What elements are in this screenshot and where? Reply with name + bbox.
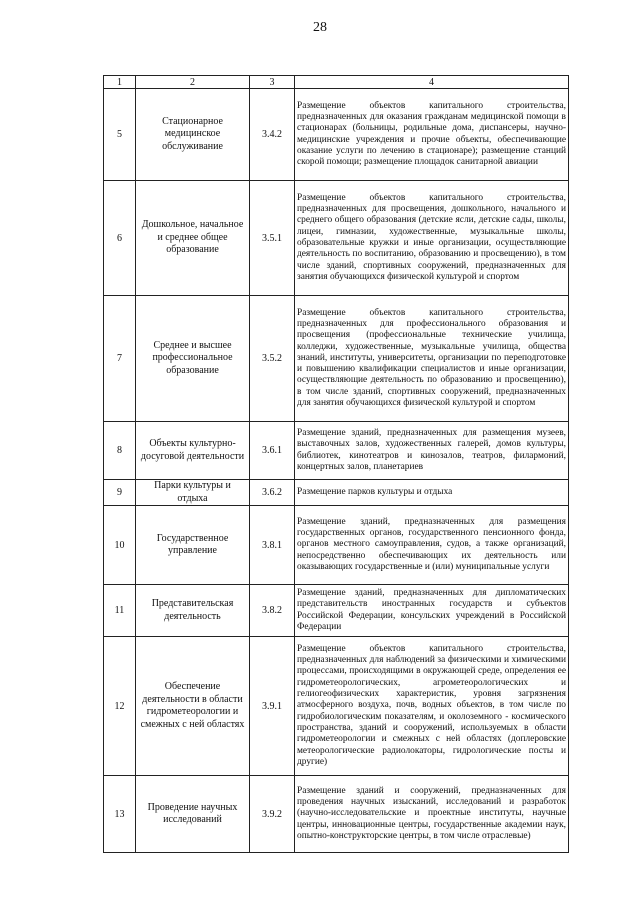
row-number: 13 xyxy=(104,776,136,853)
use-type-code: 3.8.1 xyxy=(250,506,295,585)
use-type-description: Размещение зданий, предназначенных для размещения музеев, выставочных залов, художественных галерей, домов культуры, библиотек, кинотеатров и кинозалов, театров, филармоний, концертных залов, планетариев xyxy=(295,422,569,480)
row-number: 9 xyxy=(104,480,136,506)
column-header-4: 4 xyxy=(295,76,569,89)
row-number: 12 xyxy=(104,637,136,776)
row-number: 10 xyxy=(104,506,136,585)
land-use-table xyxy=(103,75,569,853)
column-header-2: 2 xyxy=(136,76,250,89)
table-row xyxy=(104,89,569,181)
table-row xyxy=(104,480,569,506)
use-type-description: Размещение зданий, предназначенных для размещения государственных органов, государственного пенсионного фонда, органов местного самоуправления, судов, а также организаций, непосредственно обеспечивающих их деятельность или оказывающих государственные и (или) муниципальные услуги xyxy=(295,506,569,585)
use-type-name: Среднее и высшее профессиональное образование xyxy=(136,296,250,422)
use-type-code: 3.6.2 xyxy=(250,480,295,506)
use-type-name: Представительская деятельность xyxy=(136,585,250,637)
row-number: 7 xyxy=(104,296,136,422)
use-type-name: Государственное управление xyxy=(136,506,250,585)
use-type-code: 3.9.1 xyxy=(250,637,295,776)
use-type-description: Размещение объектов капитального строительства, предназначенных для просвещения, дошкольного, начального и среднего общего образования (детские ясли, детские сады, школы, лицеи, гимназии, художественные, музыкальные школы, образовательные кружки и иные организации, осуществляющие деятельность по воспитанию, образованию и просвещению), в том числе зданий, спортивных сооружений, предназначенных для занятия обучающихся физической культурой и спортом xyxy=(295,181,569,296)
table-row xyxy=(104,506,569,585)
use-type-name: Стационарное медицинское обслуживание xyxy=(136,89,250,181)
table-row xyxy=(104,296,569,422)
table-header-row xyxy=(104,76,569,89)
column-header-3: 3 xyxy=(250,76,295,89)
column-header-1: 1 xyxy=(104,76,136,89)
use-type-name: Дошкольное, начальное и среднее общее образование xyxy=(136,181,250,296)
use-type-code: 3.5.1 xyxy=(250,181,295,296)
use-type-code: 3.4.2 xyxy=(250,89,295,181)
use-type-code: 3.8.2 xyxy=(250,585,295,637)
use-type-description: Размещение парков культуры и отдыха xyxy=(295,480,569,506)
use-type-name: Парки культуры и отдыха xyxy=(136,480,250,506)
use-type-description: Размещение зданий, предназначенных для дипломатических представительств иностранных государств и субъектов Российской Федерации, консульских учреждений в Российской Федерации xyxy=(295,585,569,637)
use-type-code: 3.6.1 xyxy=(250,422,295,480)
use-type-code: 3.9.2 xyxy=(250,776,295,853)
table-row xyxy=(104,181,569,296)
use-type-description: Размещение зданий и сооружений, предназначенных для проведения научных изысканий, исследований и разработок (научно-исследовательские и проектные институты, научные центры, инновационные центры, государственные академии наук, опытно-конструкторские центры, в том числе отраслевые) xyxy=(295,776,569,853)
page-number: 28 xyxy=(313,20,327,35)
row-number: 11 xyxy=(104,585,136,637)
use-type-name: Обеспечение деятельности в области гидрометеорологии и смежных с ней областях xyxy=(136,637,250,776)
use-type-name: Объекты культурно-досуговой деятельности xyxy=(136,422,250,480)
row-number: 8 xyxy=(104,422,136,480)
table-row xyxy=(104,422,569,480)
table-row xyxy=(104,776,569,853)
table-row xyxy=(104,637,569,776)
use-type-description: Размещение объектов капитального строительства, предназначенных для оказания гражданам медицинской помощи в стационарах (больницы, родильные дома, диспансеры, научно-медицинские учреждения и прочие объекты, обеспечивающие оказание услуги по лечению в стационаре); размещение станций скорой помощи; размещение площадок санитарной авиации xyxy=(295,89,569,181)
use-type-code: 3.5.2 xyxy=(250,296,295,422)
table-row xyxy=(104,585,569,637)
use-type-description: Размещение объектов капитального строительства, предназначенных для профессионального образования и просвещения (профессиональные технические училища, колледжи, художественные, музыкальные училища, общества знаний, институты, университеты, организации по переподготовке и повышению квалификации специалистов и иные организации, осуществляющие деятельность по образованию и просвещению), в том числе зданий, спортивных сооружений, предназначенных для занятия обучающихся физической культурой и спортом xyxy=(295,296,569,422)
row-number: 5 xyxy=(104,89,136,181)
use-type-name: Проведение научных исследований xyxy=(136,776,250,853)
row-number: 6 xyxy=(104,181,136,296)
use-type-description: Размещение объектов капитального строительства, предназначенных для наблюдений за физическими и химическими процессами, происходящими в окружающей среде, определения ее гидрометеорологических, агрометеорологических и гелиогеофизических характеристик, уровня загрязнения атмосферного воздуха, почв, водных объектов, в том числе по гидробиологическим показателям, и околоземного - космического пространства, зданий и сооружений, используемых в области гидрометеорологии и смежных с ней областях (доплеровские метеорологические радиолокаторы, гидрологические посты и другие) xyxy=(295,637,569,776)
